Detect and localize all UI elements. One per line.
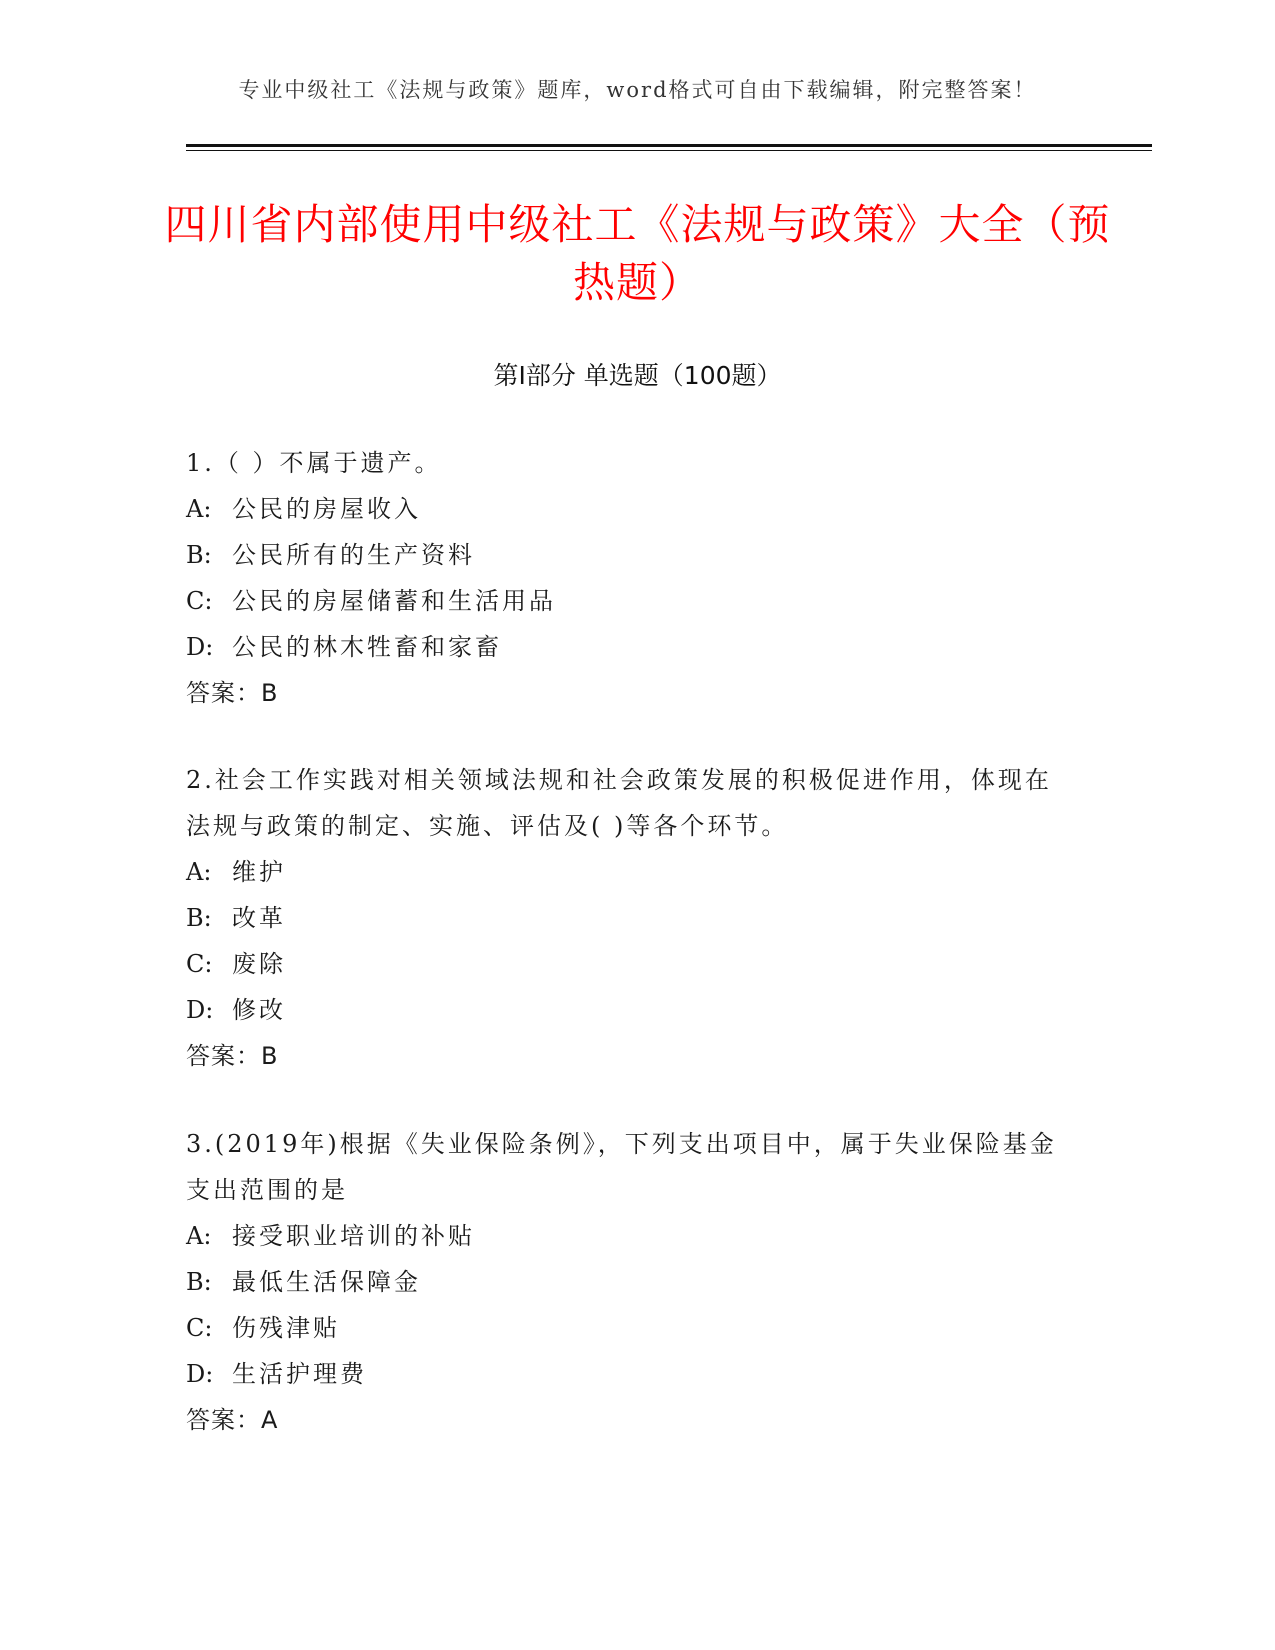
question-block: [186, 757, 1066, 1079]
option-b: [186, 532, 1066, 578]
option-text: 接受职业培训的补贴: [232, 1222, 475, 1250]
section-title: 第Ⅰ部分 单选题（100题）: [493, 361, 782, 390]
option-key: C:: [186, 1314, 213, 1342]
question-answer: 答案：B: [186, 679, 279, 707]
document-title: 四川省内部使用中级社工《法规与政策》大全（预热题）: [164, 200, 1111, 307]
question-block: [186, 440, 1066, 716]
question-block: [186, 1121, 1066, 1443]
option-b: [186, 1259, 1066, 1305]
option-d: [186, 624, 1066, 670]
option-key: A:: [186, 1222, 212, 1250]
option-d: [186, 1351, 1066, 1397]
option-key: A:: [186, 858, 212, 886]
question-answer: 答案：A: [186, 1406, 279, 1434]
option-text: 公民所有的生产资料: [232, 541, 475, 569]
option-text: 改革: [232, 904, 286, 932]
option-a: [186, 486, 1066, 532]
option-text: 最低生活保障金: [232, 1268, 421, 1296]
option-c: [186, 941, 1066, 987]
option-d: [186, 987, 1066, 1033]
option-b: [186, 895, 1066, 941]
option-key: C:: [186, 587, 213, 615]
option-text: 生活护理费: [232, 1360, 367, 1388]
option-text: 公民的房屋储蓄和生活用品: [232, 587, 556, 615]
option-text: 伤残津贴: [232, 1314, 340, 1342]
option-text: 维护: [232, 858, 286, 886]
option-key: D:: [186, 1360, 214, 1388]
option-key: C:: [186, 950, 213, 978]
option-text: 废除: [232, 950, 286, 978]
option-key: D:: [186, 633, 214, 661]
option-text: 修改: [232, 996, 286, 1024]
question-answer: 答案：B: [186, 1042, 279, 1070]
option-c: [186, 578, 1066, 624]
header-divider-thin: [186, 150, 1152, 151]
option-key: B:: [186, 1268, 212, 1296]
option-a: [186, 849, 1066, 895]
header-note: 专业中级社工《法规与政策》题库，word格式可自由下载编辑，附完整答案！: [238, 78, 1037, 102]
option-key: B:: [186, 904, 212, 932]
question-stem: 1.（ ）不属于遗产。: [186, 449, 442, 477]
question-stem: 3.(2019年)根据《失业保险条例》，下列支出项目中，属于失业保险基金支出范围的是: [186, 1130, 1057, 1204]
option-c: [186, 1305, 1066, 1351]
option-a: [186, 1213, 1066, 1259]
header-divider-thick: [186, 144, 1152, 147]
option-key: A:: [186, 495, 212, 523]
option-text: 公民的房屋收入: [232, 495, 421, 523]
option-key: B:: [186, 541, 212, 569]
option-key: D:: [186, 996, 214, 1024]
question-stem: 2.社会工作实践对相关领域法规和社会政策发展的积极促进作用，体现在法规与政策的制定、实施、评估及( )等各个环节。: [186, 766, 1052, 840]
option-text: 公民的林木牲畜和家畜: [232, 633, 502, 661]
